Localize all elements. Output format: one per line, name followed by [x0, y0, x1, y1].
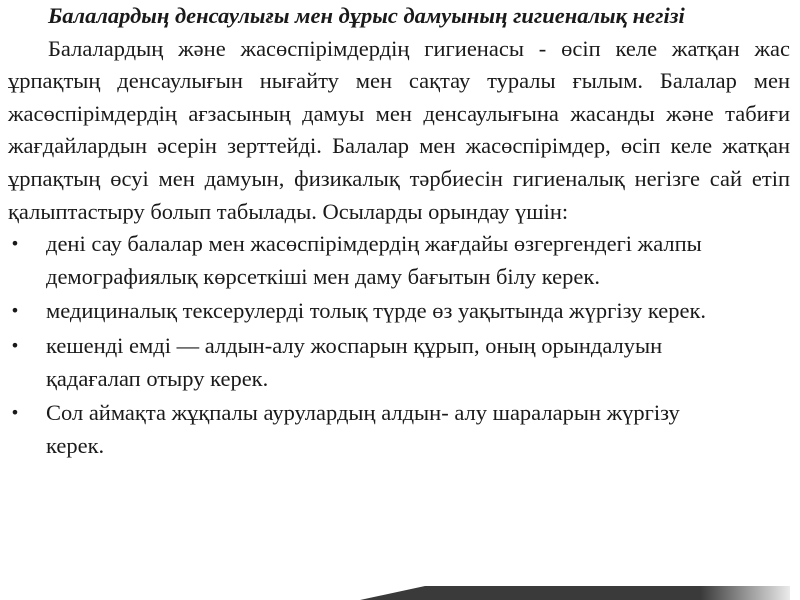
document-title: Балалардың денсаулығы мен дұрыс дамуының гигиеналық негізі: [48, 3, 685, 28]
accent-wedge-shape: [0, 582, 800, 600]
list-item: [8, 330, 790, 395]
bottom-accent-bar: [0, 582, 800, 600]
list-item-text: дені сау балалар мен жасөспірімдердің жағдайы өзгергендегі жалпы демографиялық көрсеткіші мен даму бағытын білу керек.: [46, 231, 702, 289]
list-item-text: Сол аймақта жұқпалы аурулардың алдын- алу шараларын жүргізу керек.: [46, 400, 680, 458]
bullet-icon: •: [10, 234, 20, 254]
list-item: [8, 397, 790, 462]
slide-content: [8, 0, 790, 462]
list-item: [8, 228, 790, 293]
bullet-list: [8, 228, 790, 462]
list-item-text: кешенді емді — алдын-алу жоспарын құрып, оның орындалуын қадағалап отыру керек.: [46, 332, 663, 391]
list-item: [8, 295, 790, 328]
list-item-text: медициналық тексерулерді толық түрде өз уақытында жүргізу керек.: [46, 298, 707, 324]
bullet-icon: •: [10, 403, 20, 423]
intro-paragraph: Балалардың және жасөспірімдердің гигиенасы - өсіп келе жатқан жас ұрпақтың денсаулығын нығайту мен сақтау туралы ғылым. Балалар мен жасөспірімдердің ағзасының дамуы мен денсаулығына жасанды және табиғи жағдайлардын әсерін зерттейді. Балалар мен жасөспірімдер, өсіп келе жатқан ұрпақтың өсуі мен дамуын, физикалық тәрбиесін гигиеналық негізге сай етіп қалыптастыру болып табылады. Осыларды орындау үшін:: [8, 35, 790, 224]
bullet-icon: •: [10, 301, 20, 321]
bullet-icon: •: [10, 335, 20, 355]
